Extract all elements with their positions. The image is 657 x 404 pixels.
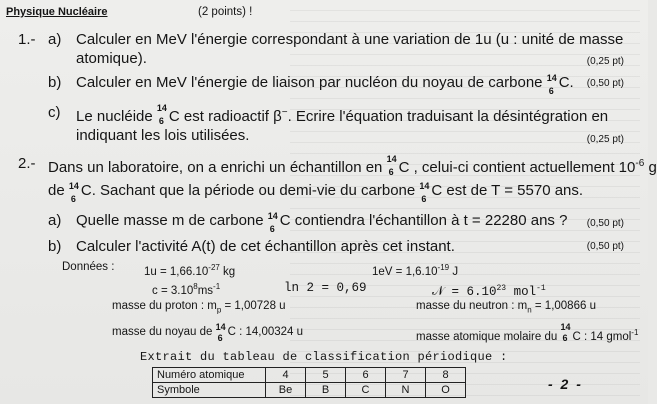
table-cell: 8 bbox=[426, 368, 466, 383]
donnees-label: Données : bbox=[62, 261, 115, 273]
table-row bbox=[153, 368, 466, 383]
carbon14-symbol: 14 6 bbox=[386, 154, 397, 177]
unit-ev-value: $1eV = 1,6.10^{-19}$ J bbox=[372, 263, 459, 278]
q2-number: 2.- bbox=[18, 155, 36, 172]
q2a-text: Quelle masse m de carbone 14 6 C contiendra l'échantillon à t = 22280 ans ? bbox=[76, 211, 568, 234]
q1c-letter: c) bbox=[48, 104, 61, 121]
row-header-atomic-number: Numéro atomique bbox=[153, 368, 266, 383]
q2-intro-line2: de 14 6 C. Sachant que la période ou demi-vie du carbone 14 6 C est de T = 5570 ans. bbox=[48, 181, 584, 204]
q2b-text: Calculer l'activité A(t) de cet échantillon après cet instant. bbox=[76, 238, 455, 255]
row-header-symbol: Symbole bbox=[153, 383, 266, 398]
q1b-label: Calculer en MeV l'énergie de liaison par nucléon du noyau de carbone bbox=[76, 74, 543, 91]
table-cell: 5 bbox=[306, 368, 346, 383]
q2a-letter: a) bbox=[48, 212, 62, 229]
q1a-line1: Calculer en MeV l'énergie correspondant à une variation de 1u (u : unité de masse bbox=[76, 31, 624, 48]
carbon14-symbol: 14 6 bbox=[546, 73, 557, 96]
q1-number: 1.- bbox=[18, 31, 36, 48]
page-number: - 2 - bbox=[548, 376, 583, 392]
carbon-molar-mass: masse atomique molaire du 14 6 C : 14 gmol$^{-1}$ bbox=[416, 322, 639, 343]
q1c-points: (0,25 pt) bbox=[586, 134, 624, 145]
table-row bbox=[153, 383, 466, 398]
q2b-points: (0,50 pt) bbox=[586, 241, 624, 252]
q1c-line1: Le nucléide 14 6 C est radioactif β−. Ecrire l'équation traduisant la désintégration en bbox=[76, 103, 609, 126]
table-cell: 4 bbox=[266, 368, 306, 383]
q1a-points: (0,25 pt) bbox=[586, 56, 624, 67]
q1b-points: (0,50 pt) bbox=[586, 78, 624, 89]
avogadro-value: 𝒩 = $6.10^{23}$ mol$^{-1}$ bbox=[432, 284, 546, 300]
carbon14-symbol: 14 6 bbox=[560, 322, 571, 343]
carbon14-symbol: 14 6 bbox=[215, 322, 226, 343]
q1a-letter: a) bbox=[48, 31, 62, 48]
carbon-nucleus-mass: masse du noyau de 14 6 C : 14,00324 u bbox=[112, 322, 304, 343]
table-cell: 6 bbox=[346, 368, 386, 383]
table-cell: O bbox=[426, 383, 466, 398]
carbon14-symbol: 14 6 bbox=[419, 181, 430, 204]
q2-intro-line1: Dans un laboratoire, on a enrichi un échantillon en 14 6 C , celui-ci contient actuellement $10^{-6}$ g bbox=[48, 154, 657, 177]
section-points bbox=[198, 6, 252, 19]
carbon14-symbol: 14 6 bbox=[68, 181, 79, 204]
table-cell: B bbox=[306, 383, 346, 398]
table-cell: N bbox=[386, 383, 426, 398]
proton-mass: masse du proton : $m_p = 1,00728$ u bbox=[112, 300, 286, 315]
points-label: (2 points) bbox=[198, 6, 246, 18]
q2b-letter: b) bbox=[48, 238, 62, 255]
periodic-table-extract bbox=[152, 367, 466, 398]
section-title: Physique Nucléaire bbox=[6, 6, 108, 18]
table-cell: C bbox=[346, 383, 386, 398]
q2a-points: (0,50 pt) bbox=[586, 218, 624, 229]
carbon14-symbol: 14 6 bbox=[156, 103, 167, 126]
ln2-value: ln 2 = 0,69 bbox=[284, 281, 367, 295]
table-cell: 7 bbox=[386, 368, 426, 383]
neutron-mass: masse du neutron : $m_n = 1,00866$ u bbox=[416, 300, 596, 315]
table-cell: Be bbox=[266, 383, 306, 398]
speed-of-light: $c = 3.10^8ms^{-1}$ bbox=[152, 282, 221, 297]
carbon14-symbol: 14 6 bbox=[267, 211, 278, 234]
q1c-line2: indiquant les lois utilisées. bbox=[76, 127, 250, 144]
q1b-text: Calculer en MeV l'énergie de liaison par nucléon du noyau de carbone 14 6 C. bbox=[76, 73, 574, 96]
unit-u-value: $1u = 1,66.10^{-27}$ kg bbox=[144, 263, 236, 278]
q1a-line2: atomique). bbox=[76, 50, 147, 67]
table-title: Extrait du tableau de classification périodique : bbox=[140, 350, 508, 364]
exclamation-mark: ! bbox=[249, 6, 253, 18]
q1b-letter: b) bbox=[48, 74, 62, 91]
